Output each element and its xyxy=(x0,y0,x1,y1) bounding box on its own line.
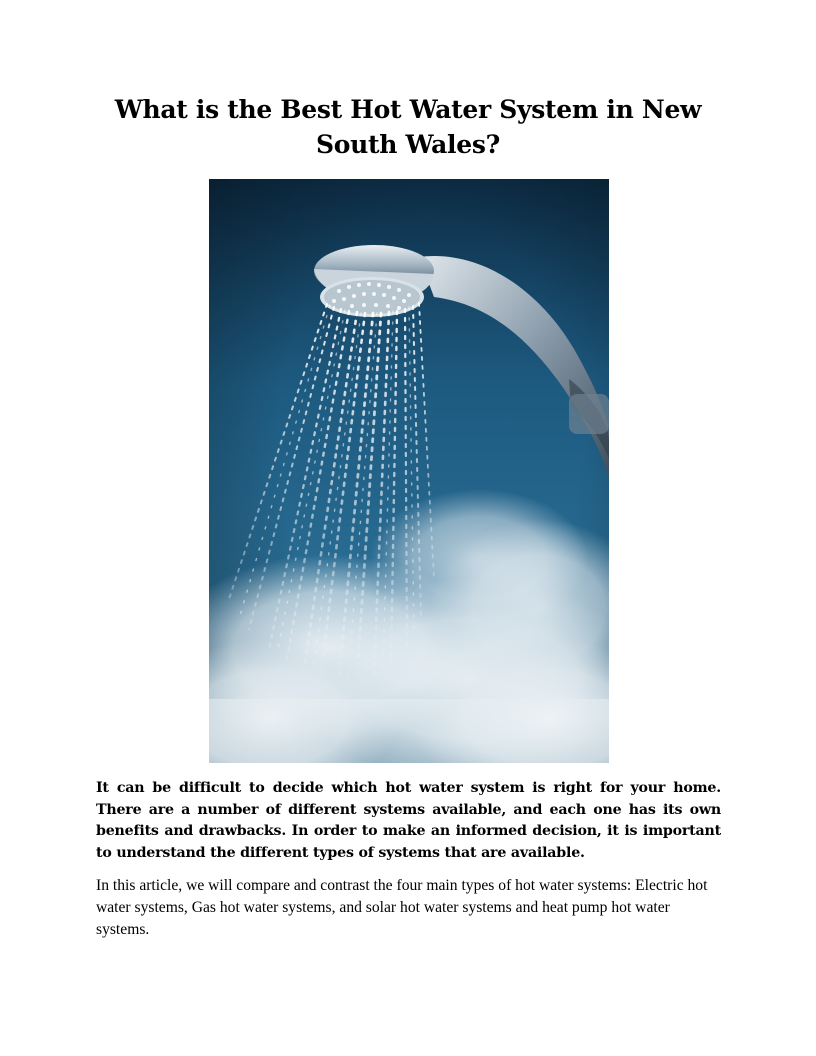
page-title: What is the Best Hot Water System in New South Wales? xyxy=(114,95,702,159)
shower-head-photo xyxy=(209,179,609,763)
lead-paragraph: It can be difficult to decide which hot water system is right for your home. There are a number of different systems available, and each one has its own benefits and drawbacks. In order to make an informed decision, it is important to understand the different types of systems that are available. xyxy=(96,780,721,861)
intro-paragraph: In this article, we will compare and contrast the four main types of hot water systems: Electric hot water systems, Gas hot water systems, and solar hot water systems and heat pump hot water systems. xyxy=(96,877,708,938)
